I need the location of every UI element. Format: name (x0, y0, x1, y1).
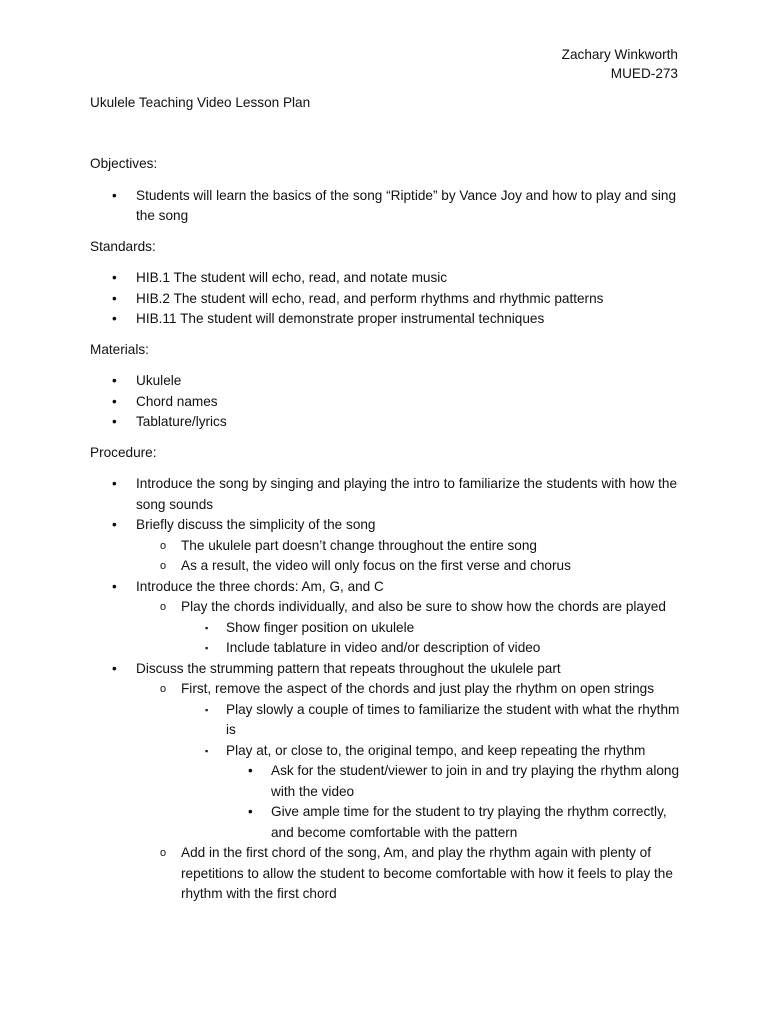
materials-list (90, 371, 680, 433)
bullet-marker: • (112, 476, 117, 491)
standards-heading: Standards: (90, 238, 156, 254)
list-item-text: Add in the first chord of the song, Am, and play the rhythm again with plenty of repetitions to allow the student to become comfortable with how it feels to play the rhythm with the first chord (181, 845, 673, 901)
list-item-text: Discuss the strumming pattern that repeats throughout the ukulele part (136, 660, 561, 676)
sub-sub-sub-list (226, 761, 680, 843)
list-item (181, 618, 680, 639)
list-item (136, 536, 680, 557)
list-item (90, 186, 680, 227)
bullet-marker: • (112, 578, 117, 594)
list-item (136, 843, 680, 905)
list-item-text: HIB.1 The student will echo, read, and notate music (136, 270, 448, 285)
bullet-marker: • (112, 311, 117, 326)
list-item (90, 392, 680, 413)
standards-list (90, 268, 680, 330)
list-item-text: Give ample time for the student to try playing the rhythm correctly, and become comfortable with the pattern (271, 804, 667, 840)
list-item (181, 638, 680, 659)
circle-marker: o (160, 601, 167, 613)
square-marker: ▪ (205, 704, 209, 715)
list-item-text: Include tablature in video and/or description of video (226, 640, 541, 655)
square-marker: ▪ (205, 745, 209, 756)
bullet-marker: • (112, 393, 117, 409)
list-item (90, 289, 680, 310)
list-item (90, 515, 680, 577)
document-body (90, 154, 680, 905)
bullet-marker: • (112, 660, 117, 676)
document-header (562, 45, 678, 83)
circle-marker: o (160, 847, 167, 859)
circle-marker: o (160, 683, 167, 695)
sub-list (136, 679, 680, 905)
list-item (90, 659, 680, 905)
list-item-text: Play at, or close to, the original tempo, and keep repeating the rhythm (226, 742, 646, 758)
sub-sub-list (181, 618, 680, 659)
list-item-text: Briefly discuss the simplicity of the song (136, 517, 376, 532)
list-item-text: As a result, the video will only focus on the first verse and chorus (181, 558, 571, 573)
bullet-marker: • (112, 414, 117, 429)
list-item (226, 761, 680, 802)
list-item-text: Students will learn the basics of the song “Riptide” by Vance Joy and how to play and sing the song (136, 187, 677, 223)
bullet-marker: • (112, 517, 117, 532)
list-item-text: Play slowly a couple of times to familiarize the student with what the rhythm is (226, 701, 680, 737)
list-item-text: Introduce the three chords: Am, G, and C (136, 578, 384, 594)
sub-list (136, 597, 680, 659)
author-name: Zachary Winkworth (561, 47, 678, 62)
list-item (90, 474, 680, 515)
list-item (136, 679, 680, 843)
bullet-marker: • (112, 373, 117, 388)
list-item-text: Ask for the student/viewer to join in and try playing the rhythm along with the video (271, 763, 680, 799)
list-item-text: Ukulele (136, 373, 182, 388)
list-item-text: First, remove the aspect of the chords and just play the rhythm on open strings (181, 681, 655, 696)
list-item-text: The ukulele part doesn’t change throughout the entire song (181, 537, 537, 553)
list-item (226, 802, 680, 843)
sub-sub-list (181, 700, 680, 844)
list-item-text: HIB.11 The student will demonstrate proper instrumental techniques (136, 311, 545, 326)
list-item-text: Chord names (136, 393, 218, 409)
sub-list (136, 536, 680, 577)
list-item-text: Introduce the song by singing and playing the intro to familiarize the students with how the song sounds (136, 476, 678, 512)
materials-heading: Materials: (90, 341, 149, 357)
procedure-list (90, 474, 680, 905)
list-item (136, 597, 680, 659)
objectives-list (90, 186, 680, 227)
circle-marker: o (160, 539, 167, 552)
square-marker: ▪ (205, 643, 209, 653)
list-item-text: Show finger position on ukulele (226, 619, 415, 635)
list-item (90, 309, 680, 330)
bullet-marker: • (248, 763, 253, 778)
list-item (90, 371, 680, 392)
document-title: Ukulele Teaching Video Lesson Plan (90, 95, 311, 110)
objectives-heading: Objectives: (90, 156, 158, 171)
list-item-text: Tablature/lyrics (136, 414, 227, 429)
list-item-text: Play the chords individually, and also be sure to show how the chords are played (181, 599, 666, 614)
list-item (90, 268, 680, 289)
list-item (90, 412, 680, 433)
circle-marker: o (160, 560, 167, 572)
bullet-marker: • (112, 187, 117, 203)
list-item (181, 741, 680, 844)
list-item (90, 577, 680, 659)
course-code: MUED-273 (610, 66, 678, 81)
list-item-text: HIB.2 The student will echo, read, and perform rhythms and rhythmic patterns (136, 290, 604, 306)
bullet-marker: • (248, 804, 253, 819)
square-marker: ▪ (205, 622, 209, 633)
bullet-marker: • (112, 270, 117, 285)
list-item (181, 700, 680, 741)
list-item (136, 556, 680, 577)
procedure-heading: Procedure: (90, 444, 157, 460)
bullet-marker: • (112, 290, 117, 306)
